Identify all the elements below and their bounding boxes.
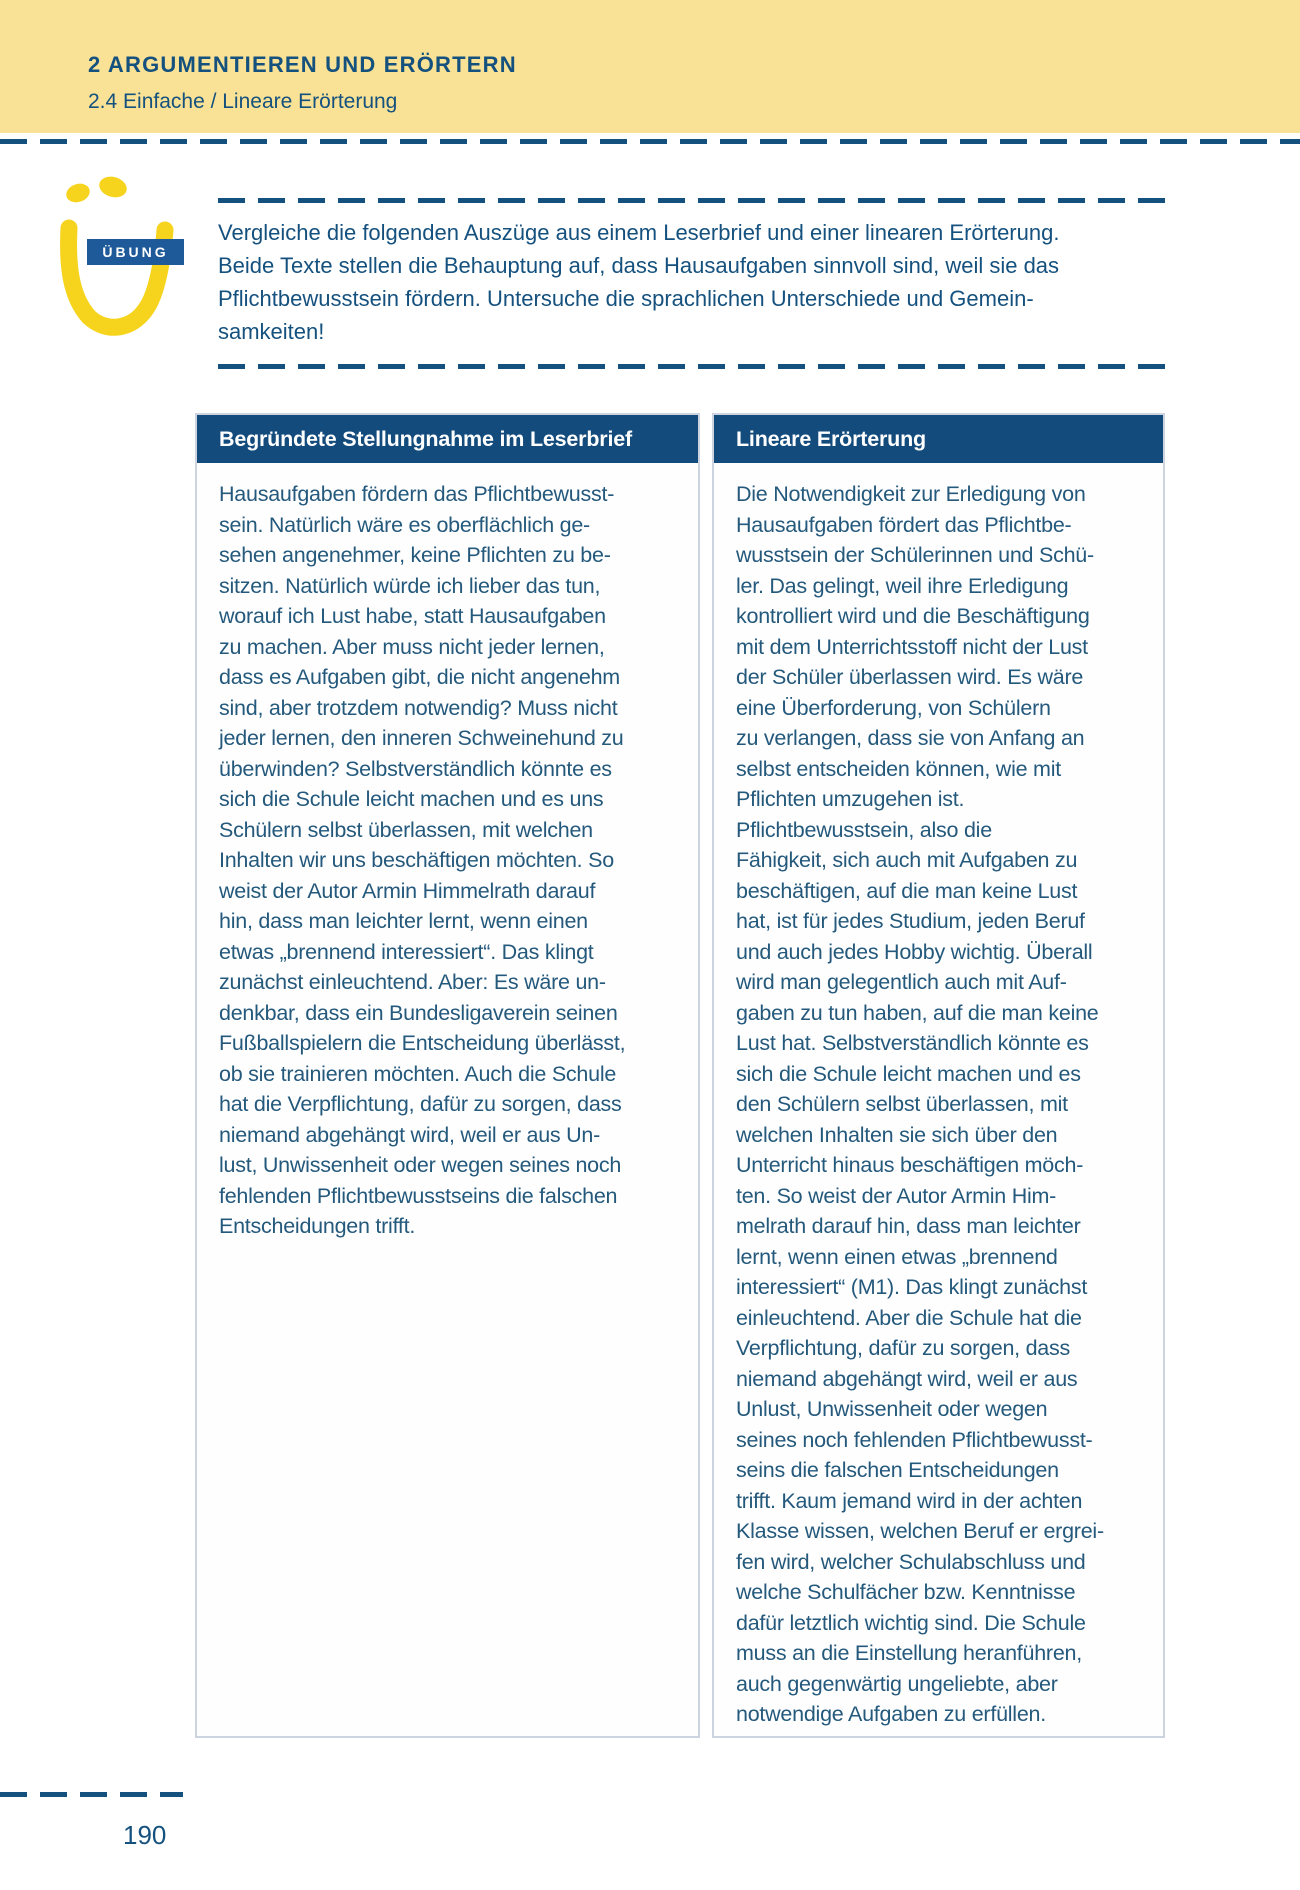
text-line: fehlenden Pflichtbewusstseins die falschen	[219, 1183, 618, 1208]
text-line: beschäftigen, auf die man keine Lust	[736, 878, 1078, 903]
comparison-table	[195, 413, 1165, 1738]
leserbrief-column-header: Begründete Stellungnahme im Leserbrief	[197, 415, 698, 463]
text-line: wusstsein der Schülerinnen und Schü-	[736, 543, 1094, 567]
text-line: Fähigkeit, sich auch mit Aufgaben zu	[736, 848, 1078, 872]
chapter-header-band	[0, 0, 1300, 133]
leserbrief-column	[195, 413, 700, 1738]
text-line: lernt, wenn einen etwas „brennend	[736, 1244, 1058, 1269]
text-line: sehen angenehmer, keine Pflichten zu be-	[219, 543, 611, 567]
instruction-dashed-rule-top	[218, 198, 1168, 203]
text-line: selbst entscheiden können, wie mit	[736, 756, 1061, 781]
eroerterung-column-header: Lineare Erörterung	[714, 415, 1163, 463]
text-line: niemand abgehängt wird, weil er aus Un-	[219, 1122, 601, 1147]
text-line: kontrolliert wird und die Beschäftigung	[736, 604, 1090, 628]
text-line: dafür letztlich wichtig sind. Die Schule	[736, 1610, 1086, 1635]
text-line: Unterricht hinaus beschäftigen möch-	[736, 1153, 1084, 1177]
text-line: muss an die Einstellung heranführen,	[736, 1641, 1082, 1665]
text-line: Pflichtbewusstsein, also die	[736, 817, 992, 842]
text-line: weist der Autor Armin Himmelrath darauf	[219, 878, 596, 903]
text-line: hat, ist für jedes Studium, jeden Beruf	[736, 909, 1085, 933]
text-line: Lust hat. Selbstverständlich könnte es	[736, 1031, 1089, 1055]
instruction-line: Pflichtbewusstsein fördern. Untersuche die sprachlichen Unterschiede und Gemein-	[218, 286, 1034, 311]
text-line: den Schülern selbst überlassen, mit	[736, 1092, 1068, 1116]
text-line: interessiert“ (M1). Das klingt zunächst	[736, 1275, 1088, 1299]
text-line: etwas „brennend interessiert“. Das klingt	[219, 939, 594, 964]
exercise-instruction	[218, 216, 1178, 348]
text-line: sein. Natürlich wäre es oberflächlich ge-	[219, 512, 590, 537]
text-line: hat die Verpflichtung, dafür zu sorgen, dass	[219, 1092, 622, 1116]
leserbrief-column-body	[197, 463, 698, 1242]
text-line: Hausaufgaben fördern das Pflichtbewusst-	[219, 482, 615, 506]
text-line: Klasse wissen, welchen Beruf er ergrei-	[736, 1519, 1104, 1543]
text-line: Entscheidungen trifft.	[219, 1214, 416, 1238]
text-line: Die Notwendigkeit zur Erledigung von	[736, 482, 1086, 506]
text-line: seins die falschen Entscheidungen	[736, 1458, 1059, 1482]
text-line: sitzen. Natürlich würde ich lieber das tun,	[219, 573, 601, 598]
uebung-badge-label: ÜBUNG	[102, 244, 169, 260]
text-line: lust, Unwissenheit oder wegen seines noch	[219, 1153, 622, 1177]
eroerterung-column-body	[714, 463, 1163, 1730]
instruction-dashed-rule-bottom	[218, 364, 1168, 369]
text-line: sind, aber trotzdem notwendig? Muss nicht	[219, 695, 618, 720]
text-line: worauf ich Lust habe, statt Hausaufgaben	[219, 604, 606, 628]
text-line: dass es Aufgaben gibt, die nicht angenehm	[219, 665, 620, 689]
text-line: einleuchtend. Aber die Schule hat die	[736, 1305, 1082, 1330]
chapter-title: 2 ARGUMENTIEREN UND ERÖRTERN	[88, 52, 517, 77]
footer-dashed-rule	[0, 1792, 183, 1797]
text-line: zu machen. Aber muss nicht jeder lernen,	[219, 634, 605, 659]
instruction-line: Vergleiche die folgenden Auszüge aus einem Leserbrief und einer linearen Erörterung.	[218, 220, 1060, 245]
text-line: niemand abgehängt wird, weil er aus	[736, 1366, 1078, 1391]
text-line: melrath darauf hin, dass man leichter	[736, 1214, 1081, 1238]
text-line: Fußballspielern die Entscheidung überlässt,	[219, 1031, 626, 1055]
text-line: und auch jedes Hobby wichtig. Überall	[736, 939, 1093, 964]
text-line: sich die Schule leicht machen und es	[736, 1061, 1081, 1086]
text-line: eine Überforderung, von Schülern	[736, 695, 1051, 720]
text-line: Inhalten wir uns beschäftigen möchten. So	[219, 848, 614, 872]
text-line: denkbar, dass ein Bundesligaverein seinen	[219, 1000, 618, 1025]
text-line: ob sie trainieren möchten. Auch die Schule	[219, 1061, 617, 1086]
text-line: auch gegenwärtig ungeliebte, aber	[736, 1671, 1058, 1696]
text-line: gaben zu tun haben, auf die man keine	[736, 1000, 1099, 1025]
text-line: sich die Schule leicht machen und es uns	[219, 787, 604, 811]
section-subtitle: 2.4 Einfache / Lineare Erörterung	[88, 90, 398, 113]
text-line: zunächst einleuchtend. Aber: Es wäre un-	[219, 970, 606, 994]
text-line: seines noch fehlenden Pflichtbewusst-	[736, 1427, 1093, 1452]
uebung-badge	[87, 239, 184, 265]
text-line: trifft. Kaum jemand wird in der achten	[736, 1488, 1083, 1513]
text-line: welche Schulfächer bzw. Kenntnisse	[736, 1580, 1076, 1604]
text-line: hin, dass man leichter lernt, wenn einen	[219, 909, 588, 933]
text-line: Pflichten umzugehen ist.	[736, 787, 965, 811]
text-line: Schülern selbst überlassen, mit welchen	[219, 817, 593, 842]
instruction-line: samkeiten!	[218, 319, 325, 344]
text-line: überwinden? Selbstverständlich könnte es	[219, 756, 612, 781]
eroerterung-column	[712, 413, 1165, 1738]
text-line: fen wird, welcher Schulabschluss und	[736, 1549, 1086, 1574]
header-dashed-rule	[0, 139, 1300, 144]
text-line: notwendige Aufgaben zu erfüllen.	[736, 1702, 1046, 1726]
text-line: wird man gelegentlich auch mit Auf-	[736, 970, 1067, 994]
text-line: Verpflichtung, dafür zu sorgen, dass	[736, 1336, 1071, 1360]
page-number: 190	[123, 1820, 167, 1850]
text-line: Unlust, Unwissenheit oder wegen	[736, 1397, 1048, 1421]
text-line: ten. So weist der Autor Armin Him-	[736, 1183, 1057, 1208]
text-line: der Schüler überlassen wird. Es wäre	[736, 665, 1084, 689]
text-line: jeder lernen, den inneren Schweinehund zu	[219, 726, 624, 750]
text-line: welchen Inhalten sie sich über den	[736, 1122, 1058, 1147]
instruction-line: Beide Texte stellen die Behauptung auf, dass Hausaufgaben sinnvoll sind, weil sie das	[218, 253, 1060, 278]
text-line: zu verlangen, dass sie von Anfang an	[736, 726, 1085, 750]
text-line: ler. Das gelingt, weil ihre Erledigung	[736, 573, 1069, 598]
text-line: Hausaufgaben fördert das Pflichtbe-	[736, 512, 1072, 537]
text-line: mit dem Unterrichtsstoff nicht der Lust	[736, 634, 1088, 659]
